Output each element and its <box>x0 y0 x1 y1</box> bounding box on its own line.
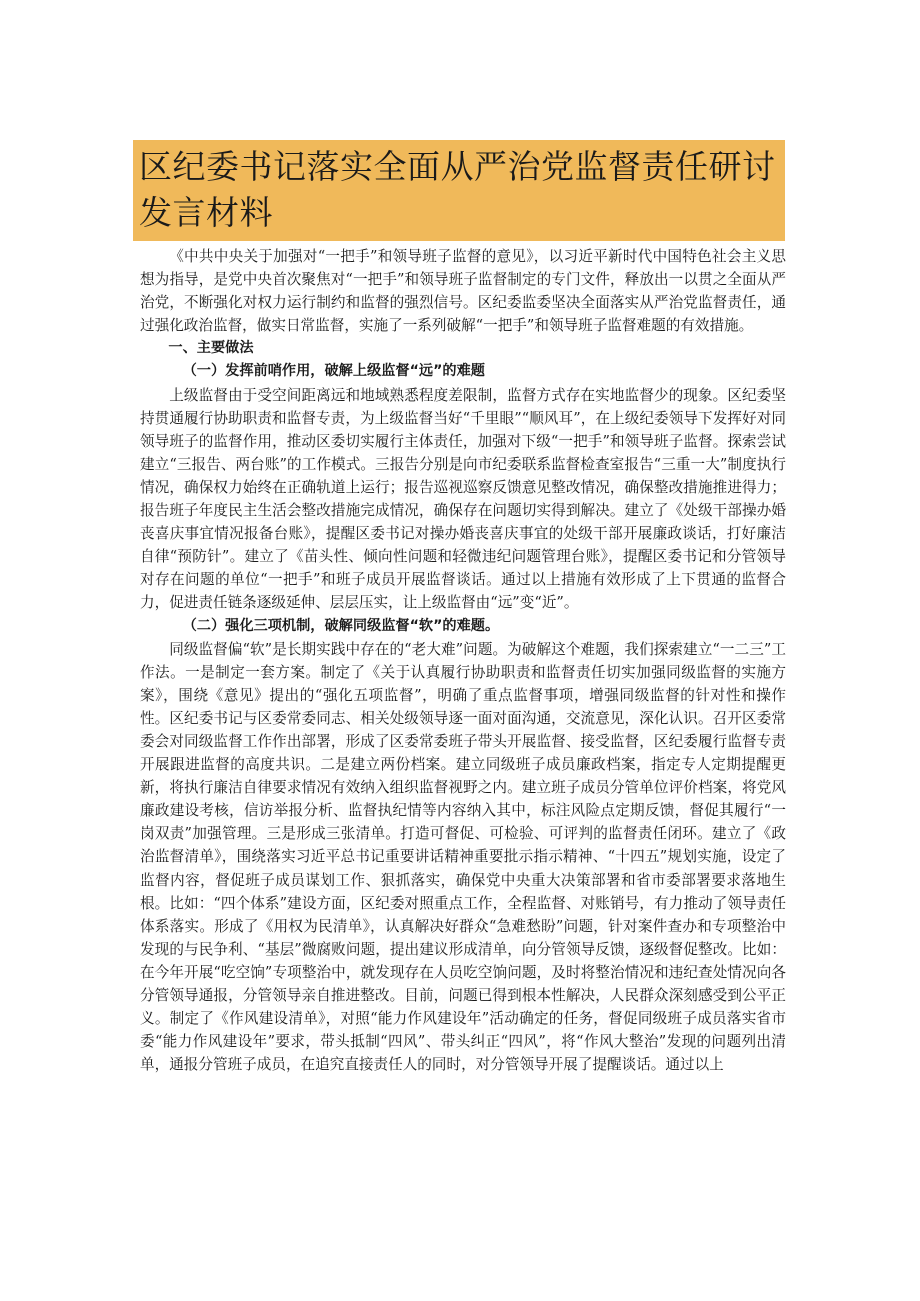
title-banner <box>133 140 785 241</box>
document-body <box>140 245 786 1076</box>
intro-paragraph: 《中共中央关于加强对“一把手”和领导班子监督的意见》，以习近平新时代中国特色社会主义思想为指导，是党中央首次聚焦对“一把手”和领导班子监督制定的专门文件，释放出一以贯之全面从严治党，不断强化对权力运行制约和监督的强烈信号。区纪委监委坚决全面落实从严治党监督责任，通过强化政治监督，做实日常监督，实施了一系列破解“一把手”和领导班子监督难题的有效措施。 <box>140 248 786 335</box>
document-title: 区纪委书记落实全面从严治党监督责任研讨发言材料 <box>139 147 776 232</box>
body-paragraph-1: 上级监督由于受空间距离远和地域熟悉程度差限制，监督方式存在实地监督少的现象。区纪委坚持贯通履行协助职责和监督专责，为上级监督当好“千里眼”“顺风耳”，在上级纪委领导下发挥好对同领导班子的监督作用，推动区委切实履行主体责任，加强对下级“一把手”和领导班子监督。探索尝试建立“三报告、两台账”的工作模式。三报告分别是向市纪委联系监督检查室报告“三重一大”制度执行情况，确保权力始终在正确轨道上运行；报告巡视巡察反馈意见整改情况，确保整改措施推进得力；报告班子年度民主生活会整改措施完成情况，确保存在问题切实得到解决。建立了《处级干部操办婚丧喜庆事宜情况报备台账》，提醒区委书记对操办婚丧喜庆事宜的处级干部开展廉政谈话，打好廉洁自律“预防针”。建立了《苗头性、倾向性问题和轻微违纪问题管理台账》，提醒区委书记和分管领导对存在问题的单位“一把手”和班子成员开展监督谈话。通过以上措施有效形成了上下贯通的监督合力，促进责任链条逐级延伸、层层压实，让上级监督由“远”变“近”。 <box>140 386 786 612</box>
subsection-heading-2: （二）强化三项机制，破解同级监督“软”的难题。 <box>182 617 500 634</box>
section-heading-main-practices: 一、主要做法 <box>168 340 254 357</box>
subsection-heading-1: （一）发挥前哨作用，破解上级监督“远”的难题 <box>182 363 485 380</box>
body-paragraph-2: 同级监督偏“软”是长期实践中存在的“老大难”问题。为破解这个难题，我们探索建立“一二三”工作法。一是制定一套方案。制定了《关于认真履行协助职责和监督责任切实加强同级监督的实施方案》，围绕《意见》提出的“强化五项监督”，明确了重点监督事项，增强同级监督的针对性和操作性。区纪委书记与区委常委同志、相关处级领导逐一面对面沟通，交流意见，深化认识。召开区委常委会对同级监督工作作出部署，形成了区委常委班子带头开展监督、接受监督，区纪委履行监督专责开展跟进监督的高度共识。二是建立两份档案。建立同级班子成员廉政档案，指定专人定期提醒更新，将执行廉洁自律要求情况有效纳入组织监督视野之内。建立班子成员分管单位评价档案，将党风廉政建设考核，信访举报分析、监督执纪情等内容纳入其中，标注风险点定期反馈，督促其履行“一岗双责”加强管理。三是形成三张清单。打造可督促、可检验、可评判的监督责任闭环。建立了《政治监督清单》，围绕落实习近平总书记重要讲话精神重要批示指示精神、“十四五”规划实施，设定了监督内容，督促班子成员谋划工作、狠抓落实，确保党中央重大决策部署和省市委部署要求落地生根。比如：“四个体系”建设方面，区纪委对照重点工作，全程监督、对账销号，有力推动了领导责任体系落实。形成了《用权为民清单》，认真解决好群众“急难愁盼”问题，针对案件查办和专项整治中发现的与民争利、“基层”微腐败问题，提出建议形成清单，向分管领导反馈，逐级督促整改。比如：在今年开展“吃空饷”专项整治中，就发现存在人员吃空饷问题，及时将整治情况和违纪查处情况向各分管领导通报，分管领导亲自推进整改。目前，问题已得到根本性解决，人民群众深刻感受到公平正义。制定了《作风建设清单》，对照“能力作风建设年”活动确定的任务，督促同级班子成员落实省市委“能力作风建设年”要求，带头抵制“四风”、带头纠正“四风”，将“作风大整治”发现的问题列出清单，通报分管班子成员，在追究直接责任人的同时，对分管领导开展了提醒谈话。通过以上 <box>140 640 786 1074</box>
